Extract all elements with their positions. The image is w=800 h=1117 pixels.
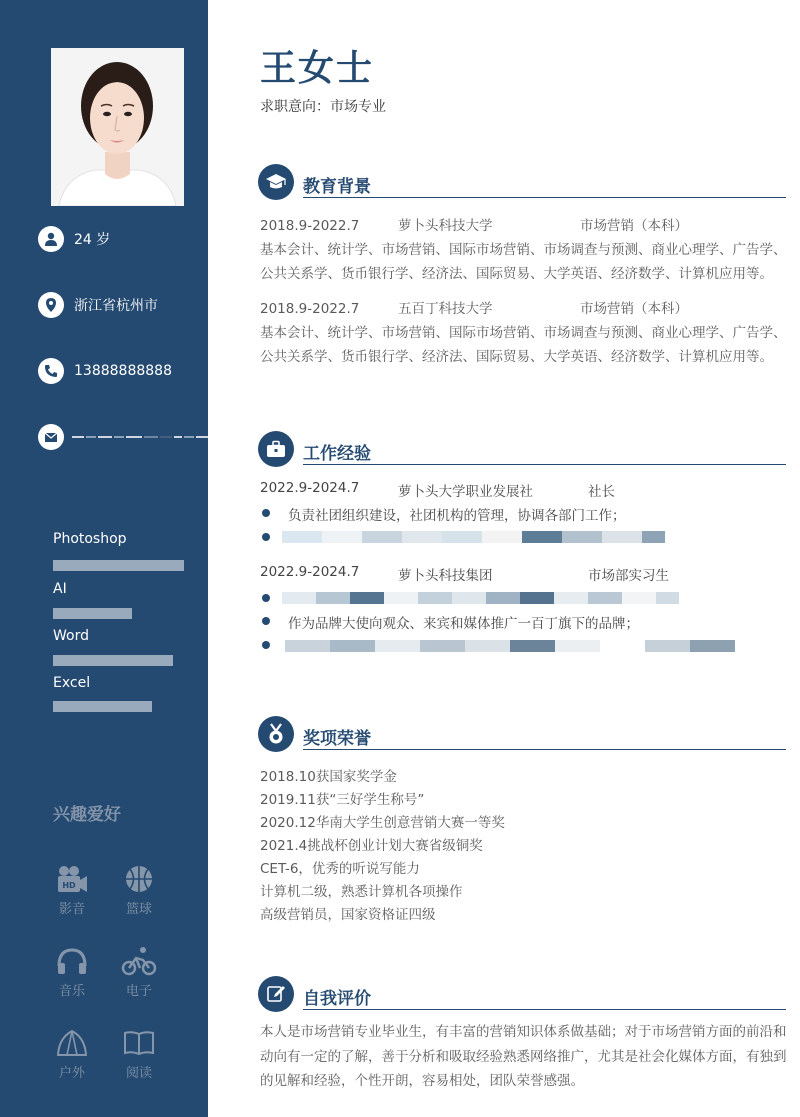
- redacted-text: [282, 592, 679, 604]
- sidebar: [0, 0, 208, 1117]
- bullet-point: [262, 594, 270, 602]
- self-eval-line: 的见解和经验，个性开朗，容易相处，团队荣誉感强。: [260, 1073, 584, 1089]
- education-entry: [260, 297, 792, 369]
- tent-icon: [52, 1026, 92, 1060]
- section-title: 工作经验: [303, 444, 371, 464]
- section-title: 自我评价: [303, 989, 371, 1009]
- bullet-point: [262, 509, 270, 517]
- award-item: 计算机二级，熟悉计算机各项操作: [260, 884, 463, 900]
- award-item: CET-6，优秀的听说写能力: [260, 861, 420, 877]
- basketball-icon: [119, 862, 159, 896]
- section-divider: [303, 197, 786, 198]
- job-duty: 作为品牌大使向观众、来宾和媒体推广一百丁旗下的品牌；: [288, 616, 639, 632]
- skill-name: Excel: [53, 675, 91, 691]
- skill-level-bar: [53, 608, 132, 619]
- job-org: 萝卜头科技集团: [398, 568, 493, 584]
- skill-name: AI: [53, 581, 67, 597]
- person-icon: [38, 226, 64, 252]
- edu-major: 市场营销（本科）: [580, 301, 688, 317]
- skill-level-bar: [53, 655, 173, 666]
- edu-courses: 基本会计、统计学、市场营销、国际市场营销、市场调查与预测、商业心理学、广告学、: [260, 325, 787, 341]
- award-item: 2018.10获国家奖学金: [260, 769, 397, 785]
- job-duty: 负责社团组织建设，社团机构的管理，协调各部门工作；: [288, 508, 626, 524]
- edu-date: 2018.9-2022.7: [260, 218, 360, 234]
- hobby-label: 阅读: [125, 1066, 152, 1081]
- redacted-text: [285, 640, 735, 652]
- skill-name: Word: [53, 628, 89, 644]
- job-intent: 求职意向：市场专业: [260, 99, 386, 115]
- hobbies-title: 兴趣爱好: [53, 805, 121, 825]
- skill-photoshop: [53, 531, 127, 547]
- awards-section-header: [258, 716, 786, 754]
- job-org: 萝卜头大学职业发展社: [398, 484, 533, 500]
- hobby-cycling: [119, 944, 159, 999]
- edu-date: 2018.9-2022.7: [260, 301, 360, 317]
- briefcase-icon: [258, 431, 294, 467]
- section-divider: [303, 1009, 786, 1010]
- job-header: [260, 564, 780, 586]
- section-title: 教育背景: [303, 177, 371, 197]
- email-row: [38, 424, 208, 450]
- job-role: 市场部实习生: [588, 568, 669, 584]
- profile-photo: [51, 48, 184, 206]
- award-item: 2020.12华南大学生创意营销大赛一等奖: [260, 815, 505, 831]
- skill-level-bar: [53, 701, 152, 712]
- candidate-name: 王女士: [260, 48, 375, 89]
- hobby-basketball: [119, 862, 159, 917]
- skill-name: Photoshop: [53, 531, 127, 547]
- section-divider: [303, 749, 786, 750]
- age-row: [38, 226, 110, 252]
- self-eval-section-header: [258, 976, 786, 1014]
- skill-ai: [53, 581, 67, 597]
- video-camera-icon: [52, 862, 92, 896]
- edu-school: 五百丁科技大学: [398, 301, 493, 317]
- award-item: 高级营销员，国家资格证四级: [260, 907, 436, 923]
- hobby-music: [52, 944, 92, 999]
- job-header: [260, 480, 780, 502]
- envelope-icon: [38, 424, 64, 450]
- phone-icon: [38, 358, 64, 384]
- skill-excel: [53, 675, 90, 691]
- skill-level-bar: [53, 560, 184, 571]
- hobby-label: 电子: [125, 984, 152, 999]
- hobby-label: 影音: [58, 902, 85, 917]
- cyclist-icon: [119, 944, 159, 978]
- edu-courses: 公共关系学、货币银行学、经济法、国际贸易、大学英语、经济数学、计算机应用等。: [260, 266, 773, 282]
- education-section-header: [258, 164, 786, 202]
- work-section-header: [258, 431, 786, 469]
- section-title: 奖项荣誉: [303, 729, 371, 749]
- skill-word: [53, 628, 89, 644]
- self-eval-line: 本人是市场营销专业毕业生，有丰富的营销知识体系做基础；对于市场营销方面的前沿和: [260, 1024, 787, 1040]
- hobby-label: 户外: [58, 1066, 85, 1081]
- edu-school: 萝卜头科技大学: [398, 218, 493, 234]
- hobby-label: 篮球: [125, 902, 152, 917]
- hobby-label: 音乐: [58, 984, 85, 999]
- email-redacted: [72, 436, 208, 438]
- redacted-text: [282, 531, 665, 543]
- bullet-point: [262, 617, 270, 625]
- education-entry: [260, 214, 792, 286]
- self-eval-line: 动向有一定的了解，善于分析和吸取经验熟悉网络推广，尤其是社会化媒体方面，有独到: [260, 1048, 787, 1065]
- hobby-outdoor: [52, 1026, 92, 1081]
- book-icon: [119, 1026, 159, 1060]
- edu-courses: 公共关系学、货币银行学、经济法、国际贸易、大学英语、经济数学、计算机应用等。: [260, 349, 773, 365]
- job-date: 2022.9-2024.7: [260, 480, 360, 496]
- hobby-video: [52, 862, 92, 917]
- svg-text:HD: HD: [62, 881, 76, 890]
- graduation-cap-icon: [258, 164, 294, 200]
- job-date: 2022.9-2024.7: [260, 564, 360, 580]
- job-role: 社长: [588, 484, 615, 500]
- section-divider: [303, 464, 786, 465]
- bullet-point: [262, 641, 270, 649]
- edu-courses: 基本会计、统计学、市场营销、国际市场营销、市场调查与预测、商业心理学、广告学、: [260, 242, 787, 258]
- location-text: 浙江省杭州市: [74, 298, 158, 314]
- headphones-icon: [52, 944, 92, 978]
- hobby-reading: [119, 1026, 159, 1081]
- location-pin-icon: [38, 292, 64, 318]
- location-row: [38, 292, 158, 318]
- edu-major: 市场营销（本科）: [580, 218, 688, 234]
- phone-text: 13888888888: [74, 363, 172, 379]
- age-text: 24 岁: [74, 232, 111, 248]
- award-item: 2021.4挑战杯创业计划大赛省级铜奖: [260, 838, 483, 854]
- bullet-point: [262, 533, 270, 541]
- award-item: 2019.11获“三好学生称号”: [260, 792, 425, 808]
- phone-row: [38, 358, 172, 384]
- edit-pencil-icon: [258, 976, 294, 1012]
- medal-icon: [258, 716, 294, 752]
- self-evaluation: [260, 1020, 792, 1094]
